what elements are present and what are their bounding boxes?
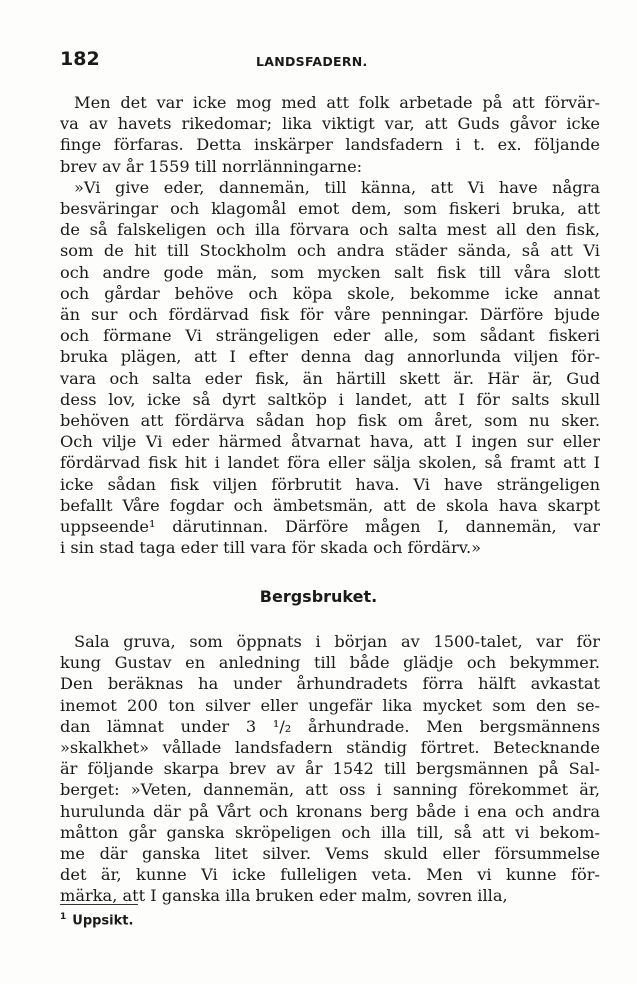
running-title: LANDSFADERN. [256, 54, 368, 69]
text-line: hurulunda där på Vårt och kronans berg både i ena och andra [60, 801, 600, 821]
text-line: befallt Våre fogdar och ämbetsmän, att de skola hava skarpt [60, 495, 600, 515]
text-line: dess lov, icke så dyrt saltköp i landet, att I för salts skull [60, 389, 600, 409]
text-line: måtton går ganska skröpeligen och illa till, så att vi bekom- [60, 822, 600, 842]
paragraph-mining [60, 631, 600, 907]
text-line: det är, kunne Vi icke fulleligen veta. Men vi kunne för- [60, 865, 600, 885]
text-line: »Vi give eder, dannemän, till känna, att Vi have några [74, 177, 600, 197]
page-header [60, 48, 580, 72]
footnote-divider [60, 904, 138, 905]
text-line: Men det var icke mog med att folk arbetade på att förvär- [74, 93, 600, 112]
text-line: inemot 200 ton silver eller ungefär lika mycket som den se- [60, 695, 600, 715]
text-line: märka, att I ganska illa bruken eder malm, sovren illa, [60, 886, 508, 906]
page-number: 182 [60, 48, 100, 70]
text-line: berget: »Veten, dannemän, att oss i sanning förekommet är, [60, 780, 600, 800]
text-line: behöven att fördärva sådan hop fisk om året, som nu sker. [60, 411, 600, 431]
paragraph-royal-letter-fishing [60, 92, 600, 558]
text-line: fördärvad fisk hit i landet föra eller sälja skolen, så framt att I [60, 453, 600, 473]
text-line: och gårdar behöve och köpa skole, bekomme icke annat [60, 283, 600, 303]
text-line: finge förfaras. Detta inskärper landsfadern i t. ex. följande [60, 135, 600, 155]
text-line: och andre gode män, som mycken salt fisk till våra slott [60, 262, 600, 282]
footnote [60, 912, 133, 928]
footnote-marker: 1 [60, 912, 67, 922]
text-line: än sur och fördärvad fisk för våre penningar. Därföre bjude [60, 305, 600, 325]
text-line: kung Gustav en anledning till både glädje och bekymmer. [60, 653, 600, 673]
text-line: uppseende¹ därutinnan. Därföre mågen I, dannemän, var [60, 517, 600, 537]
text-line: Och vilje Vi eder härmed åtvarnat hava, att I ingen sur eller [60, 432, 600, 452]
text-line: vara och salta eder fisk, än härtill skett är. Här är, Gud [60, 368, 600, 388]
text-line: i sin stad taga eder till vara för skada och fördärv.» [60, 538, 482, 558]
text-line: va av havets rikedomar; lika viktigt var, att Guds gåvor icke [60, 114, 600, 134]
text-line: besväringar och klagomål emot dem, som fiskeri bruka, att [60, 199, 600, 219]
text-line: brev av år 1559 till norrlänningarne: [60, 156, 363, 176]
section-heading: Bergsbruket. [259, 587, 378, 606]
footnote-text: Uppsikt. [72, 913, 134, 929]
text-line: och förmane Vi strängeligen eder alle, som sådant fiskeri [60, 326, 600, 346]
text-line: dan lämnat under 3 ¹/₂ århundrade. Men bergsmännens [60, 716, 600, 736]
text-line: »skalkhet» vållade landsfadern ständig förtret. Betecknande [60, 738, 600, 758]
text-line: som de hit till Stockholm och andra städer sända, så att Vi [60, 241, 600, 261]
text-line: icke sådan fisk viljen förbrutit hava. Vi have strängeligen [60, 474, 600, 494]
text-line: Den beräknas ha under århundradets förra hälft avkastat [60, 674, 600, 694]
text-line: är följande skarpa brev av år 1542 till bergsmännen på Sal- [60, 759, 600, 779]
text-line: Sala gruva, som öppnats i början av 1500-talet, var för [74, 632, 600, 651]
text-line: de så falskeligen och illa förvara och salta mest all den fisk, [60, 220, 600, 240]
text-line: me där ganska litet silver. Vems skuld eller försummelse [60, 844, 600, 864]
text-line: bruka plägen, att I efter denna dag annorlunda viljen för- [60, 347, 600, 367]
